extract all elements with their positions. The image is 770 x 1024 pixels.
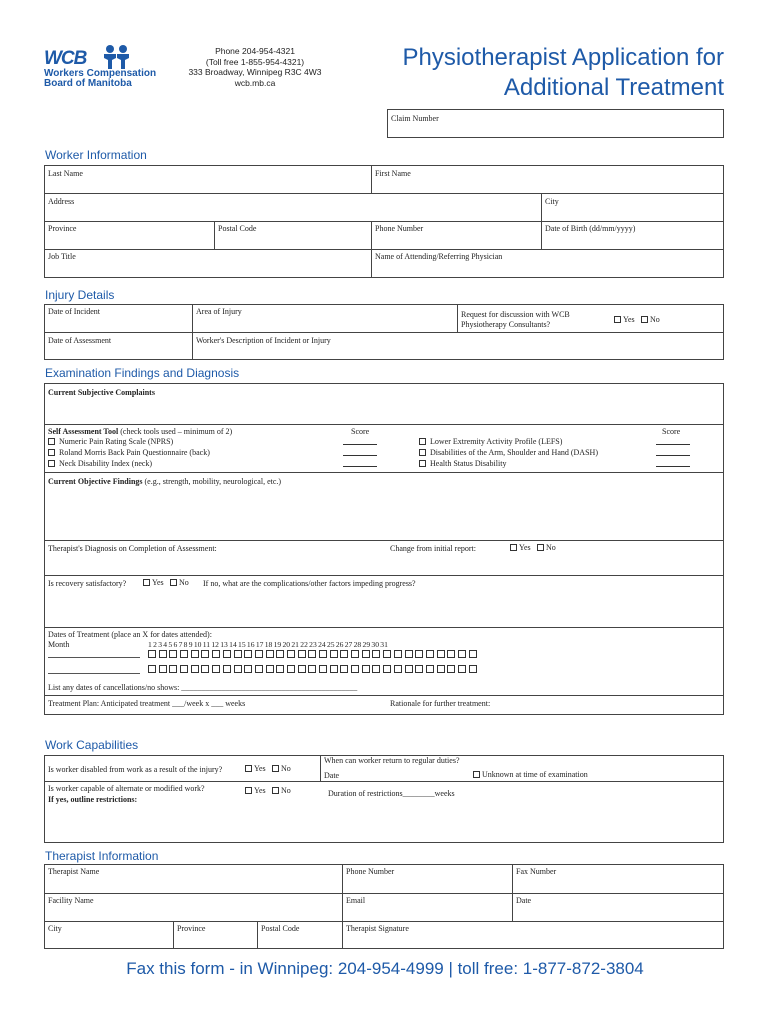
day-checkbox[interactable] <box>169 665 177 673</box>
day-checkbox[interactable] <box>405 665 413 673</box>
request-discussion-line1: Request for discussion with WCB <box>461 310 570 319</box>
day-checkbox[interactable] <box>180 650 188 658</box>
checkbox-icon[interactable] <box>473 771 480 778</box>
checkbox-icon[interactable] <box>419 460 426 467</box>
phone-number-field[interactable]: Phone Number <box>375 224 424 233</box>
injury-details-heading: Injury Details <box>45 288 115 302</box>
month-label: Month <box>48 640 70 649</box>
therapist-date-field[interactable]: Date <box>516 896 532 905</box>
day-numbers: 1 2 3 4 5 6 7 8 9 10 11 12 13 14 15 16 17 18 19 20 21 22 23 24 25 26 27 28 29 30 31 <box>148 640 388 649</box>
therapist-info-heading: Therapist Information <box>45 849 159 863</box>
logo-org-line2: Board of Manitoba <box>44 78 132 89</box>
checkbox-icon[interactable] <box>419 449 426 456</box>
alternate-no-option[interactable]: No <box>272 786 291 796</box>
address-field[interactable]: Address <box>48 197 75 206</box>
score-label-left: Score <box>351 427 370 436</box>
postal-code-field[interactable]: Postal Code <box>218 224 257 233</box>
day-checkbox-row-2[interactable] <box>148 665 548 675</box>
day-checkbox[interactable] <box>426 650 434 658</box>
day-checkbox[interactable] <box>447 650 455 658</box>
day-checkbox[interactable] <box>308 650 316 658</box>
day-checkbox[interactable] <box>362 665 370 673</box>
checkbox-icon[interactable] <box>537 544 544 551</box>
checkbox-icon[interactable] <box>272 765 279 772</box>
dates-of-treatment-label: Dates of Treatment (place an X for dates attended): <box>48 630 212 639</box>
day-checkbox[interactable] <box>415 665 423 673</box>
request-yes-option[interactable]: Yes <box>614 315 635 325</box>
day-checkbox[interactable] <box>372 650 380 658</box>
cancellations-field[interactable]: List any dates of cancellations/no shows: ____________________________________________ <box>48 683 358 692</box>
treatment-plan-field[interactable]: Treatment Plan: Anticipated treatment ___/week x ___ weeks <box>48 699 246 708</box>
physician-field[interactable]: Name of Attending/Referring Physician <box>375 252 503 261</box>
day-checkbox[interactable] <box>276 650 284 658</box>
rationale-field[interactable]: Rationale for further treatment: <box>390 699 491 708</box>
checkbox-icon[interactable] <box>614 316 621 323</box>
day-checkbox[interactable] <box>169 650 177 658</box>
day-checkbox[interactable] <box>180 665 188 673</box>
day-checkbox[interactable] <box>266 665 274 673</box>
score-input-dash[interactable] <box>656 455 690 456</box>
day-checkbox[interactable] <box>362 650 370 658</box>
exam-heading: Examination Findings and Diagnosis <box>45 366 240 380</box>
alternate-work-label: Is worker capable of alternate or modified work? <box>48 784 205 793</box>
day-checkbox[interactable] <box>201 650 209 658</box>
day-checkbox[interactable] <box>159 650 167 658</box>
day-checkbox[interactable] <box>351 650 359 658</box>
day-checkbox[interactable] <box>212 665 220 673</box>
day-checkbox[interactable] <box>372 665 380 673</box>
day-checkbox[interactable] <box>340 650 348 658</box>
day-checkbox[interactable] <box>351 665 359 673</box>
return-duties-label: When can worker return to regular duties? <box>324 756 460 765</box>
fax-footer: Fax this form - in Winnipeg: 204-954-4999 | toll free: 1-877-872-3804 <box>126 959 644 978</box>
alternate-yes-option[interactable]: Yes <box>245 786 266 796</box>
request-no-option[interactable]: No <box>641 315 660 325</box>
tool-neck-disability[interactable]: Neck Disability Index (neck) <box>48 459 152 469</box>
score-input-health[interactable] <box>656 466 690 467</box>
therapist-postal-field[interactable]: Postal Code <box>261 924 300 933</box>
day-checkbox[interactable] <box>469 665 477 673</box>
day-checkbox[interactable] <box>212 650 220 658</box>
score-label-right: Score <box>662 427 681 436</box>
day-checkbox[interactable] <box>276 665 284 673</box>
area-of-injury-field[interactable]: Area of Injury <box>196 307 242 316</box>
title-line1: Physiotherapist Application for <box>402 44 724 71</box>
day-checkbox[interactable] <box>244 650 252 658</box>
day-checkbox[interactable] <box>201 665 209 673</box>
day-checkbox[interactable] <box>148 665 156 673</box>
complications-field[interactable]: If no, what are the complications/other factors impeding progress? <box>203 579 416 588</box>
day-checkbox[interactable] <box>191 665 199 673</box>
checkbox-icon[interactable] <box>272 787 279 794</box>
therapist-city-field[interactable]: City <box>48 924 62 933</box>
change-from-initial-label: Change from initial report: <box>390 544 476 553</box>
checkbox-icon[interactable] <box>48 438 55 445</box>
contact-block <box>180 46 330 88</box>
recovery-yes-option[interactable]: Yes <box>143 578 164 588</box>
tool-dash[interactable]: Disabilities of the Arm, Shoulder and Hand (DASH) <box>419 448 598 458</box>
claim-number-field[interactable] <box>387 109 724 138</box>
therapist-signature-field[interactable]: Therapist Signature <box>346 924 409 933</box>
facility-name-field[interactable]: Facility Name <box>48 896 94 905</box>
day-checkbox[interactable] <box>223 650 231 658</box>
day-checkbox[interactable] <box>458 665 466 673</box>
return-date-field[interactable]: Date <box>324 771 340 780</box>
day-checkbox[interactable] <box>287 650 295 658</box>
score-input-nprs[interactable] <box>343 444 377 445</box>
work-capabilities-heading: Work Capabilities <box>45 738 139 752</box>
contact-phone: Phone 204-954-4321 <box>215 46 295 56</box>
day-checkbox[interactable] <box>426 665 434 673</box>
restrictions-field[interactable]: If yes, outline restrictions: <box>48 795 138 804</box>
change-no-option[interactable]: No <box>537 543 556 553</box>
therapist-fax-field[interactable]: Fax Number <box>516 867 557 876</box>
month-input-1[interactable] <box>48 657 140 658</box>
date-of-assessment-field[interactable]: Date of Assessment <box>48 336 112 345</box>
checkbox-icon[interactable] <box>245 787 252 794</box>
checkbox-icon[interactable] <box>641 316 648 323</box>
day-checkbox[interactable] <box>298 650 306 658</box>
subjective-complaints-field[interactable]: Current Subjective Complaints <box>48 388 155 397</box>
checkbox-icon[interactable] <box>143 579 150 586</box>
day-checkbox[interactable] <box>255 665 263 673</box>
page-title <box>402 43 724 103</box>
day-checkbox[interactable] <box>330 650 338 658</box>
score-input-roland[interactable] <box>343 455 377 456</box>
day-checkbox[interactable] <box>244 665 252 673</box>
day-checkbox[interactable] <box>308 665 316 673</box>
day-checkbox[interactable] <box>159 665 167 673</box>
diagnosis-field[interactable]: Therapist's Diagnosis on Completion of Assessment: <box>48 544 217 553</box>
job-title-field[interactable]: Job Title <box>48 252 76 261</box>
wcb-logo <box>44 44 184 94</box>
day-checkbox[interactable] <box>298 665 306 673</box>
tool-nprs[interactable]: Numeric Pain Rating Scale (NPRS) <box>48 437 173 447</box>
day-checkbox[interactable] <box>234 665 242 673</box>
logo-wcb-text: WCB <box>44 48 87 69</box>
day-checkbox[interactable] <box>340 665 348 673</box>
incident-description-field[interactable]: Worker's Description of Incident or Injury <box>196 336 331 345</box>
day-checkbox[interactable] <box>319 650 327 658</box>
tool-lefs[interactable]: Lower Extremity Activity Profile (LEFS) <box>419 437 562 447</box>
day-checkbox[interactable] <box>447 665 455 673</box>
day-checkbox[interactable] <box>458 650 466 658</box>
checkbox-icon[interactable] <box>419 438 426 445</box>
therapist-province-field[interactable]: Province <box>177 924 206 933</box>
day-checkbox[interactable] <box>287 665 295 673</box>
first-name-field[interactable]: First Name <box>375 169 411 178</box>
recovery-label: Is recovery satisfactory? <box>48 579 127 588</box>
therapist-phone-field[interactable]: Phone Number <box>346 867 395 876</box>
day-checkbox[interactable] <box>234 650 242 658</box>
checkbox-icon[interactable] <box>48 460 55 467</box>
score-input-lefs[interactable] <box>656 444 690 445</box>
day-checkbox[interactable] <box>437 650 445 658</box>
day-checkbox[interactable] <box>319 665 327 673</box>
city-field[interactable]: City <box>545 197 559 206</box>
claim-number-label: Claim Number <box>391 114 439 123</box>
day-checkbox[interactable] <box>330 665 338 673</box>
contact-tollfree: (Toll free 1-855-954-4321) <box>205 56 305 67</box>
request-discussion-line2: Physiotherapy Consultants? <box>461 320 551 329</box>
day-checkbox[interactable] <box>383 665 391 673</box>
day-checkbox[interactable] <box>191 650 199 658</box>
contact-address: 333 Broadway, Winnipeg R3C 4W3 <box>188 67 322 77</box>
tool-health-status[interactable]: Health Status Disability <box>419 459 506 469</box>
unknown-option[interactable]: Unknown at time of examination <box>473 770 588 780</box>
recovery-no-option[interactable]: No <box>170 578 189 588</box>
self-assessment-label: Self Assessment Tool (check tools used – minimum of 2) <box>48 427 233 436</box>
logo-org-line1: Workers Compensation <box>44 68 157 79</box>
last-name-field[interactable]: Last Name <box>48 169 83 178</box>
score-input-neck[interactable] <box>343 466 377 467</box>
day-checkbox[interactable] <box>223 665 231 673</box>
date-of-incident-field[interactable]: Date of Incident <box>48 307 100 316</box>
therapist-email-field[interactable]: Email <box>346 896 366 905</box>
day-checkbox[interactable] <box>469 650 477 658</box>
title-line2: Additional Treatment <box>503 74 724 101</box>
day-checkbox[interactable] <box>405 650 413 658</box>
duration-field[interactable]: Duration of restrictions________weeks <box>328 789 455 798</box>
day-checkbox[interactable] <box>394 665 402 673</box>
checkbox-icon[interactable] <box>48 449 55 456</box>
day-checkbox[interactable] <box>437 665 445 673</box>
day-checkbox-row-1[interactable] <box>148 650 548 660</box>
province-field[interactable]: Province <box>48 224 77 233</box>
day-checkbox[interactable] <box>394 650 402 658</box>
date-of-birth-field[interactable]: Date of Birth (dd/mm/yyyy) <box>545 224 636 233</box>
worker-info-heading: Worker Information <box>45 148 147 162</box>
disabled-no-option[interactable]: No <box>272 764 291 774</box>
therapist-name-field[interactable]: Therapist Name <box>48 867 100 876</box>
tool-roland-morris[interactable]: Roland Morris Back Pain Questionnaire (back) <box>48 448 210 458</box>
day-checkbox[interactable] <box>415 650 423 658</box>
month-input-2[interactable] <box>48 673 140 674</box>
disabled-yes-option[interactable]: Yes <box>245 764 266 774</box>
day-checkbox[interactable] <box>383 650 391 658</box>
checkbox-icon[interactable] <box>245 765 252 772</box>
checkbox-icon[interactable] <box>510 544 517 551</box>
day-checkbox[interactable] <box>266 650 274 658</box>
checkbox-icon[interactable] <box>170 579 177 586</box>
day-checkbox[interactable] <box>255 650 263 658</box>
change-yes-option[interactable]: Yes <box>510 543 531 553</box>
contact-web[interactable]: wcb.mb.ca <box>234 77 276 88</box>
disabled-label: Is worker disabled from work as a result of the injury? <box>48 765 223 774</box>
objective-findings-field[interactable]: Current Objective Findings (e.g., strength, mobility, neurological, etc.) <box>48 477 282 486</box>
day-checkbox[interactable] <box>148 650 156 658</box>
